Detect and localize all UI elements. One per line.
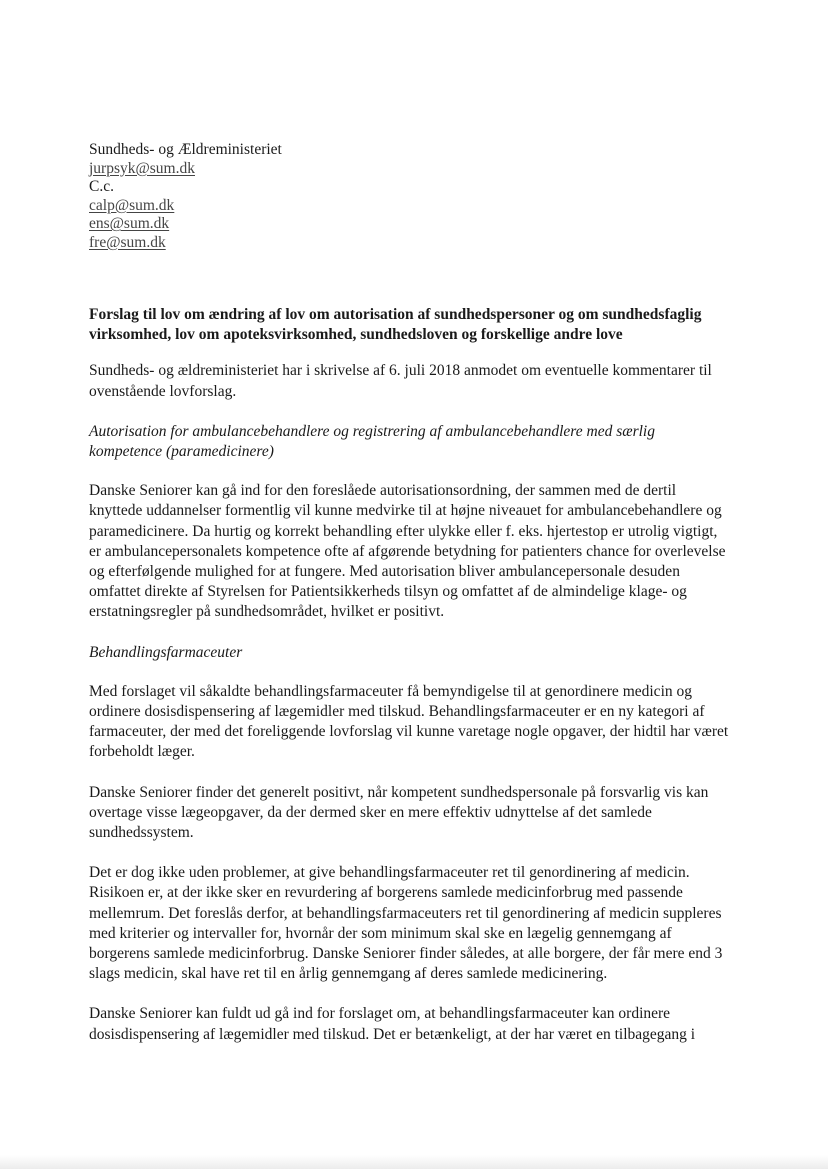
- section-title-behandlingsfarmaceuter: Behandlingsfarmaceuter: [89, 643, 243, 661]
- paragraph: Danske Seniorer finder det generelt positivt, når kompetent sundhedspersonale på forsvarlig vis kan overtage visse lægeopgaver, da der dermed sker en mere effektiv udnyttelse af det samlede sundhedssystem.: [89, 783, 709, 842]
- cc-email-link[interactable]: calp@sum.dk: [89, 196, 175, 214]
- recipient-name: Sundheds- og Ældreministeriet: [89, 141, 282, 158]
- paragraph: Med forslaget vil såkaldte behandlingsfarmaceuter få bemyndigelse til at genordinere medicin og ordinere dosisdispensering af lægemidler med tilskud. Behandlingsfarmaceuter er en ny kategori af farmaceuter, der med det foreliggende lovforslag vil kunne varetage nogle opgaver, der hidtil har været forbeholdt læger.: [89, 682, 729, 761]
- paragraph: Det er dog ikke uden problemer, at give behandlingsfarmaceuter ret til genordinering af medicin. Risikoen er, at der ikke sker en revurdering af borgerens samlede medicinforbrug med passende mellemrum. Det foreslås derfor, at behandlingsfarmaceuters ret til genordinering af medicin suppleres med kriterier og intervaller for, hvornår der som minimum skal ske en lægelig gennemgang af borgerens samlede medicinforbrug. Danske Seniorer finder således, at alle borgere, der får mere end 3 slags medicin, skal have ret til en årlig gennemgang af deres samlede medicinering.: [89, 864, 723, 983]
- scan-edge-shadow: [0, 1155, 828, 1169]
- cc-email-link[interactable]: ens@sum.dk: [89, 215, 170, 232]
- recipient-email-link[interactable]: jurpsyk@sum.dk: [89, 159, 195, 177]
- address-block: [89, 141, 282, 252]
- paragraph: Danske Seniorer kan gå ind for den foreslåede autorisationsordning, der sammen med de dertil knyttede uddannelser formentlig vil kunne medvirke til at højne niveauet for ambulancebehandlere og paramedicinere. Da hurtig og korrekt behandling efter ulykke eller f. eks. hjertestop er utrolig vigtigt, er ambulancepersonalets kompetence ofte af afgørende betydning for patienters chance for overlevelse og efterfølgende mulighed for at fungere. Med autorisation bliver ambulancepersonale desuden omfattet direkte af Styrelsen for Patientsikkerheds tilsyn og omfattet af de almindelige klage- og erstatningsregler på sundhedsområdet, hvilket er positivt.: [89, 482, 726, 621]
- intro-paragraph: Sundheds- og ældreministeriet har i skrivelse af 6. juli 2018 anmodet om eventuelle kommentarer til ovenstående lovforslag.: [89, 362, 712, 400]
- paragraph: Danske Seniorer kan fuldt ud gå ind for forslaget om, at behandlingsfarmaceuter kan ordinere dosisdispensering af lægemidler med tilskud. Det er betænkeligt, at der har været en tilbagegang i: [89, 1005, 696, 1043]
- cc-email-link[interactable]: fre@sum.dk: [89, 233, 166, 251]
- letter-heading: Forslag til lov om ændring af lov om autorisation af sundhedspersoner og om sundhedsfaglig virksomhed, lov om apoteksvirksomhed, sundhedsloven og forskellige andre love: [89, 306, 702, 344]
- section-title-autorisation: Autorisation for ambulancebehandlere og registrering af ambulancebehandlere med særlig kompetence (paramedicinere): [89, 422, 655, 461]
- letter-body: [89, 305, 731, 1065]
- cc-label: C.c.: [89, 178, 114, 195]
